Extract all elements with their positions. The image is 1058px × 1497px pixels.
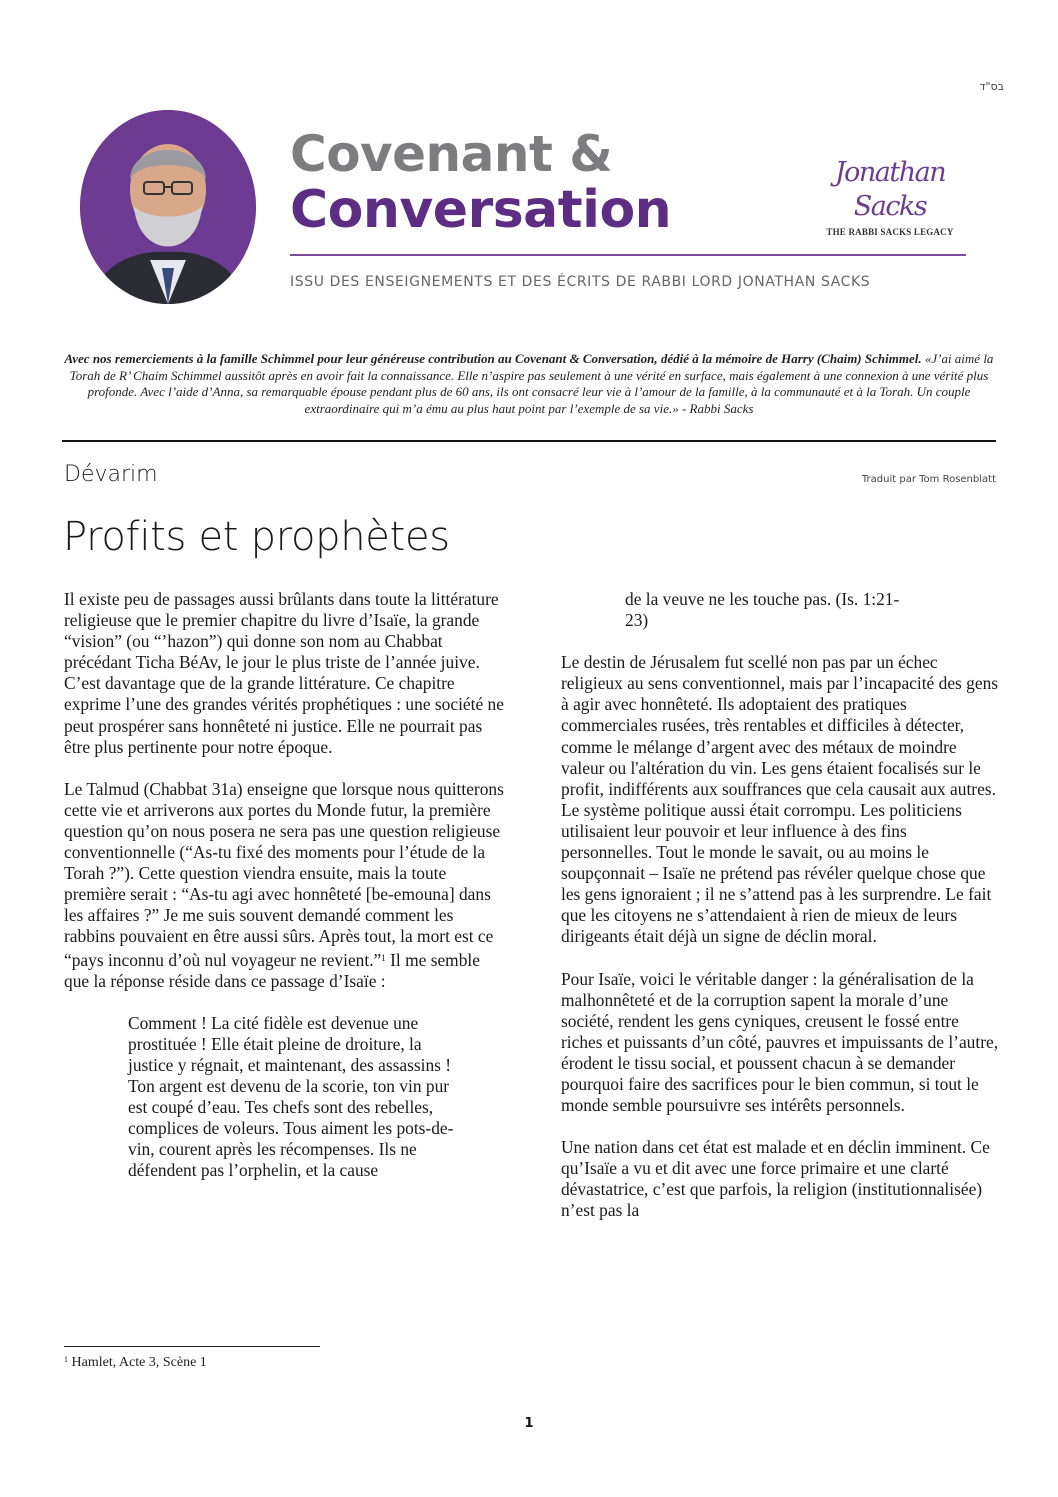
paragraph-text: Il me semble que la réponse réside dans ce passage d’Isaïe : — [64, 949, 480, 991]
article-title: Profits et prophètes — [63, 514, 450, 560]
right-column — [561, 589, 1001, 1243]
signature-script: Jonathan Sacks — [834, 157, 946, 222]
dedication-bold: Avec nos remerciements à la famille Schimmel pour leur généreuse contribution au Covenant & Conversation, dédié à la mémoire de Harry (Chaim) Schimmel. — [64, 351, 922, 366]
section-divider — [62, 440, 996, 442]
footnote — [64, 1355, 207, 1371]
paragraph: Il existe peu de passages aussi brûlants dans toute la littérature religieuse que le premier chapitre du livre d’Isaïe, la grande “vision” (ou “’hazon”) qui donne son nom au Chabbat précédant Ticha BéAv, le jour le plus triste de l’année juive. C’est davantage que de la grande littérature. Ce chapitre exprime l’une des grandes vérités prophétiques : une société ne peut prospérer sans honnêteté ni justice. Elle ne pourrait pas être plus pertinente pour notre époque. — [64, 589, 504, 757]
header-divider — [290, 254, 966, 256]
block-quote-continued: de la veuve ne les touche pas. (Is. 1:21-23) — [625, 589, 900, 631]
footnote-ref: 1 — [381, 952, 386, 963]
author-portrait — [80, 110, 256, 304]
footnote-number: 1 — [64, 1355, 68, 1364]
publication-subtitle: ISSU DES ENSEIGNEMENTS ET DES ÉCRITS DE RABBI LORD JONATHAN SACKS — [290, 274, 871, 290]
footnote-text: Hamlet, Acte 3, Scène 1 — [68, 1355, 207, 1370]
portrait-illustration — [80, 110, 256, 304]
bsd-mark: בס"ד — [979, 80, 1004, 93]
translator-credit: Traduit par Tom Rosenblatt — [861, 474, 996, 485]
paragraph-text: Le Talmud (Chabbat 31a) enseigne que lorsque nous quitterons cette vie et arriverons aux portes du Monde futur, la première question qu’on nous posera ne sera pas une question religieuse conventionnelle (“As-tu fixé des moments pour l’étude de la Torah ?”). Cette question viendra ensuite, mais la toute première serait : “As-tu agi avec honnêteté [be-emouna] dans les affaires ?” Je me suis souvent demandé comment les rabbins pouvaient en être aussi sûrs. Après tout, la mort est ce “pays inconnu d’où nul voyageur ne revient.” — [64, 778, 504, 970]
left-column — [64, 589, 504, 1202]
dedication-quote: «J’ai aimé la Torah de R’ Chaim Schimmel aussitôt après en avoir fait la connaissance. Elle n’aspire pas seulement à une vérité en surface, mais également à une connexion à une vérité plus profonde. Avec l’aide d’Anna, sa remarquable épouse pendant plus de 60 ans, ils ont consacré leur vie à l’amour de la famille, à la communauté et à la Torah. Un couple extraordinaire qui m’a ému au plus haut point par l’exemple de sa vie.» - Rabbi Sacks — [69, 351, 994, 416]
paragraph — [64, 779, 504, 992]
footnote-divider — [64, 1346, 320, 1347]
title-line-2: Conversation — [290, 180, 672, 240]
legacy-label: THE RABBI SACKS LEGACY — [826, 227, 954, 237]
title-line-1: Covenant & — [290, 125, 613, 183]
rabbi-sacks-legacy-logo — [810, 156, 970, 237]
paragraph: Le destin de Jérusalem fut scellé non pas par un échec religieux au sens conventionnel, mais par l’incapacité des gens à agir avec honnêteté. Ils adoptaient des pratiques commerciales rusées, très rentables et difficiles à détecter, comme le mélange d’argent avec des métaux de moindre valeur ou l'altération du vin. Les gens étaient focalisés sur le profit, indifférents aux souffrances que cela causait aux autres. Le système politique aussi était corrompu. Les politiciens utilisaient leur pouvoir et leur influence à des fins personnelles. Tout le monde le savait, ou au moins le soupçonnait – Isaïe ne prétend pas révéler quelque chose que les gens ignoraient ; il ne s’attend pas à les surprendre. Le fait que les citoyens ne s’attendaient à rien de mieux de leurs dirigeants était déjà un signe de déclin moral. — [561, 652, 999, 947]
parasha-name: Dévarim — [64, 462, 158, 487]
paragraph: Pour Isaïe, voici le véritable danger : la généralisation de la malhonnêteté et de la corruption sapent la morale d’une société, rendent les gens cyniques, creusent le fossé entre riches et puissants d’un côté, pauvres et impuissants de l’autre, érodent le tissu social, et poussent chacun à se demander pourquoi faire des sacrifices pour le bien commun, si tout le monde semble poursuivre ses intérêts personnels. — [561, 968, 999, 1116]
dedication — [62, 351, 996, 417]
paragraph: Une nation dans cet état est malade et en déclin imminent. Ce qu’Isaïe a vu et dit avec une force primaire et une clarté dévastatrice, c’est que parfois, la religion (institutionnalisée) n’est pas la — [561, 1137, 990, 1221]
publication-title — [290, 126, 671, 238]
page-number: 1 — [524, 1416, 534, 1431]
block-quote: Comment ! La cité fidèle est devenue une prostituée ! Elle était pleine de droiture, la justice y régnait, et maintenant, des assassins ! Ton argent est devenu de la scorie, ton vin pur est coupé d’eau. Tes chefs sont des rebelles, complices de voleurs. Tous aiment les pots-de-vin, courent après les récompenses. Ils ne défendent pas l’orphelin, et la cause — [128, 1012, 454, 1181]
